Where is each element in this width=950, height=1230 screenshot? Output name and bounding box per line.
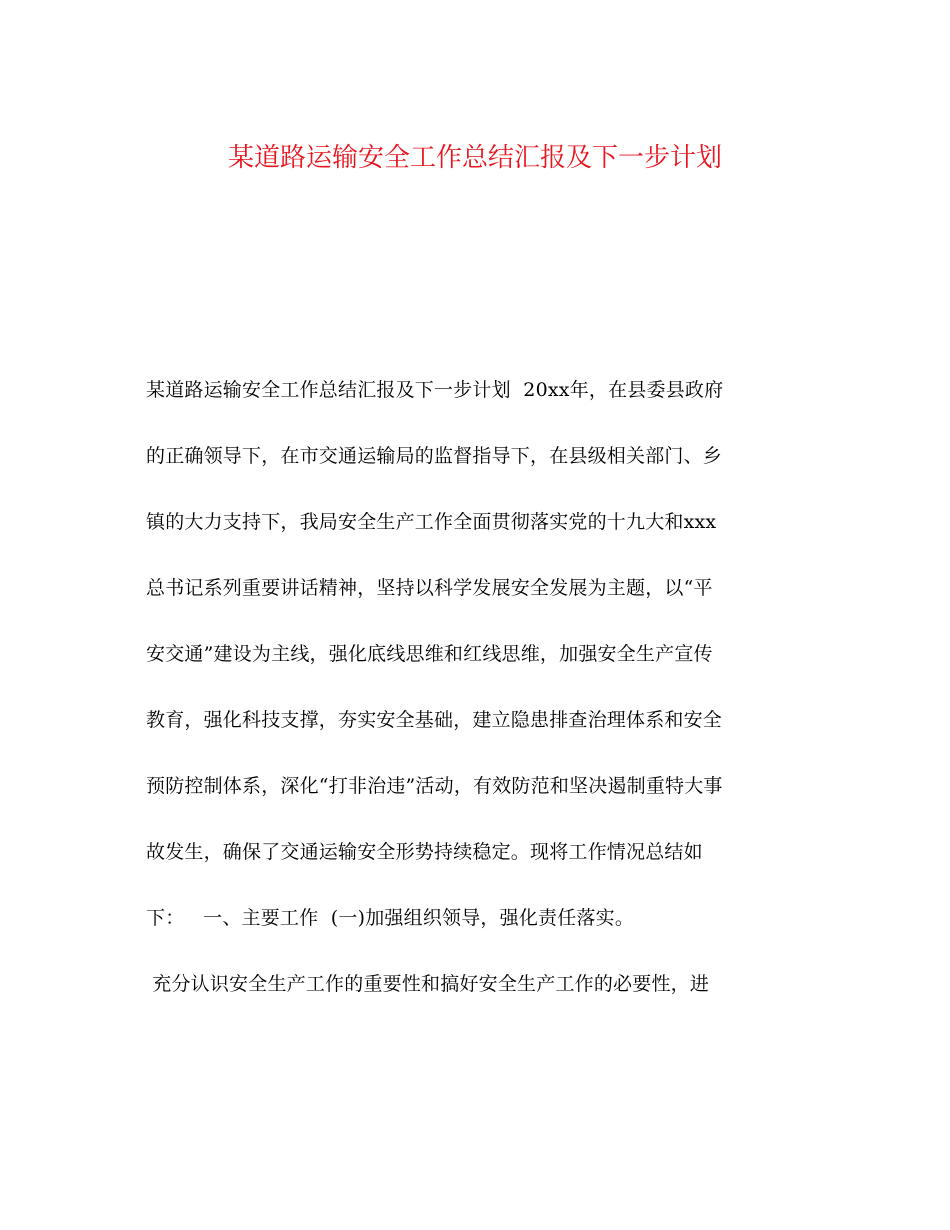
- body-line: 故发生，确保了交通运输安全形势持续稳定。现将工作情况总结如: [146, 841, 703, 863]
- document-body: [146, 366, 806, 1026]
- body-line: 安交通”建设为主线，强化底线思维和红线思维，加强安全生产宣传: [146, 643, 713, 665]
- body-line: 下： 一、主要工作 (一)加强组织领导，强化责任落实。: [146, 907, 635, 929]
- body-line: 的正确领导下，在市交通运输局的监督指导下，在县级相关部门、乡: [146, 445, 723, 467]
- body-line: 镇的大力支持下，我局安全生产工作全面贯彻落实党的十九大和xxx: [146, 511, 717, 533]
- body-line: 某道路运输安全工作总结汇报及下一步计划 20xx年，在县委县政府: [146, 379, 724, 401]
- body-line: 教育，强化科技支撑，夯实安全基础，建立隐患排查治理体系和安全: [146, 709, 723, 731]
- body-line: 预防控制体系，深化“打非治违”活动，有效防范和坚决遏制重特大事: [146, 775, 723, 797]
- document-title: 某道路运输安全工作总结汇报及下一步计划: [227, 143, 722, 173]
- body-line: 总书记系列重要讲话精神，坚持以科学发展安全发展为主题，以“平: [146, 577, 713, 599]
- body-line: 充分认识安全生产工作的重要性和搞好安全生产工作的必要性，进: [146, 973, 710, 995]
